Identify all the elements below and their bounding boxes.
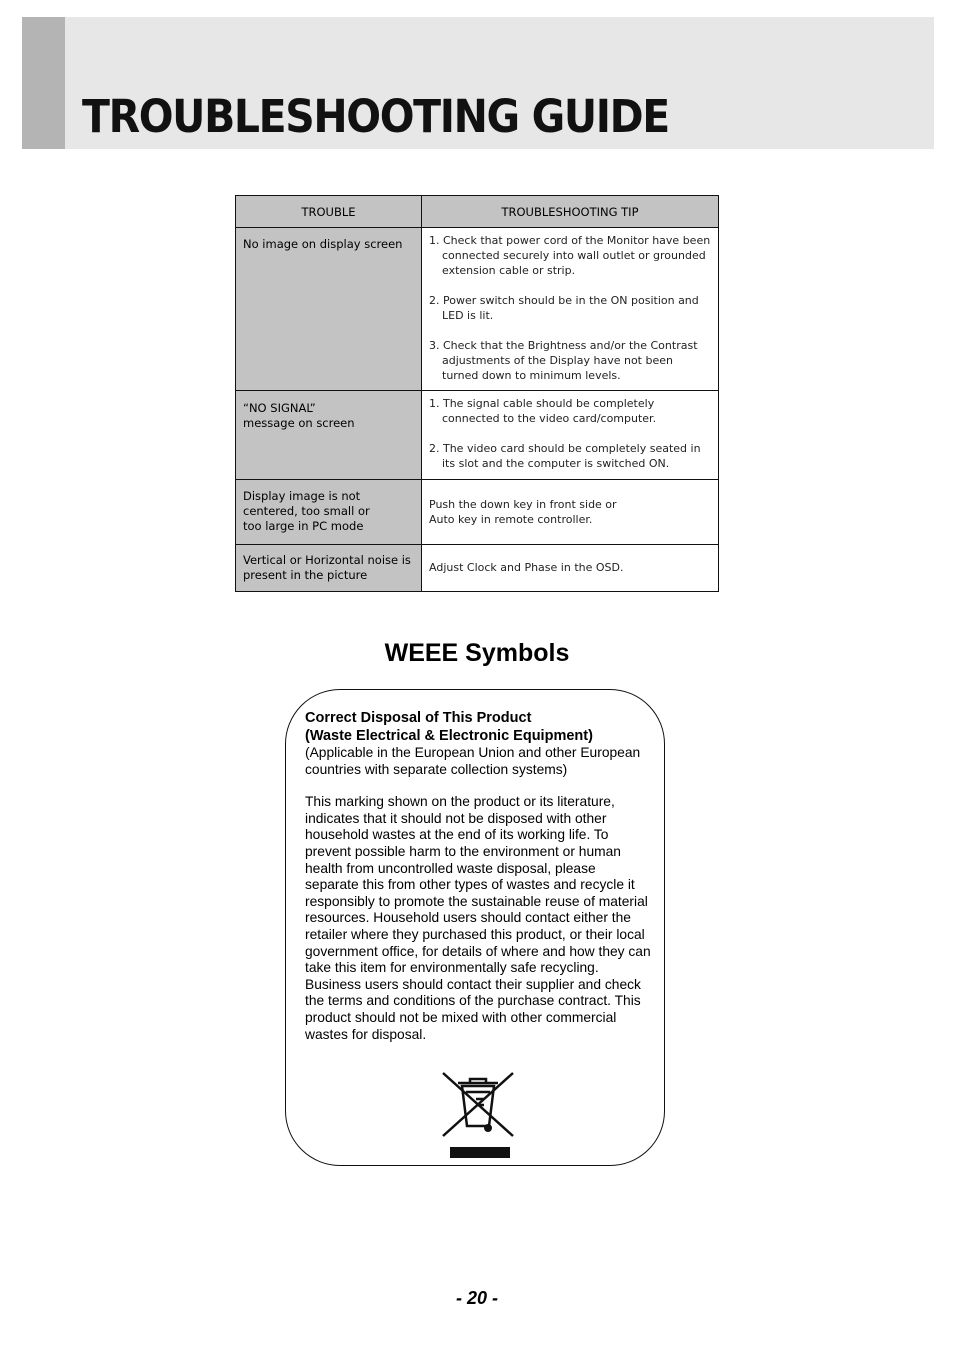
tip-item: 3. Check that the Brightness and/or the Contrast adjustments of the Display have not been turned down to minimum levels.	[429, 339, 698, 382]
weee-applicability: (Applicable in the European Union and other European countries with separate collection systems)	[305, 745, 641, 777]
table-row	[236, 545, 719, 592]
trouble-cell: No image on display screen	[236, 228, 422, 391]
header-tab	[22, 17, 65, 149]
tip-cell	[422, 545, 719, 592]
trouble-cell: Vertical or Horizontal noise is present in the picture	[236, 545, 422, 592]
weee-title-line2: (Waste Electrical & Electronic Equipment)	[305, 728, 593, 744]
table-row	[236, 391, 719, 480]
tip-cell	[422, 228, 719, 391]
tip-item: 2. The video card should be completely seated in its slot and the computer is switched ON.	[429, 442, 701, 470]
crossed-out-wheelie-bin-icon	[440, 1070, 516, 1162]
tip-item: 1. The signal cable should be completely connected to the video card/computer.	[429, 397, 657, 425]
tip-cell	[422, 480, 719, 545]
page-title: TROUBLESHOOTING GUIDE	[82, 90, 669, 143]
tip-item: Adjust Clock and Phase in the OSD.	[429, 561, 624, 574]
trouble-text: “NO SIGNAL” message on screen	[243, 401, 355, 430]
weee-heading: WEEE Symbols	[384, 639, 570, 667]
tip-item: Push the down key in front side or Auto key in remote controller.	[429, 497, 617, 526]
troubleshooting-table	[235, 195, 719, 592]
weee-body: This marking shown on the product or its literature, indicates that it should not be disposed with other household wastes at the end of its working life. To prevent possible harm to the environment or human health from uncontrolled waste disposal, please separate this from other types of wastes and recycle it responsibly to promote the sustainable reuse of material resources. Household users should contact either the retailer where they purchased this product, or their local government office, for details of where and how they can take this item for environmentally safe recycling. Business users should contact their supplier and check the terms and conditions of the purchase contract. This product should not be mixed with other commercial wastes for disposal.	[305, 794, 651, 1042]
page-number: - 20 -	[455, 1288, 498, 1308]
table-row	[236, 228, 719, 391]
column-header-trouble: TROUBLE	[236, 196, 422, 228]
trouble-cell	[236, 480, 422, 545]
weee-title-line1: Correct Disposal of This Product	[305, 710, 532, 726]
trouble-text: Display image is not centered, too small or too large in PC mode	[243, 489, 370, 533]
tip-item: 1. Check that power cord of the Monitor have been connected securely into wall outlet or grounded extension cable or strip.	[429, 234, 711, 277]
table-row	[236, 480, 719, 545]
tip-item: 2. Power switch should be in the ON position and LED is lit.	[429, 294, 699, 322]
weee-notice-text	[305, 709, 653, 1043]
tip-cell	[422, 391, 719, 480]
trouble-cell	[236, 391, 422, 480]
column-header-tip: TROUBLESHOOTING TIP	[422, 196, 719, 228]
table-header-row	[236, 196, 719, 228]
